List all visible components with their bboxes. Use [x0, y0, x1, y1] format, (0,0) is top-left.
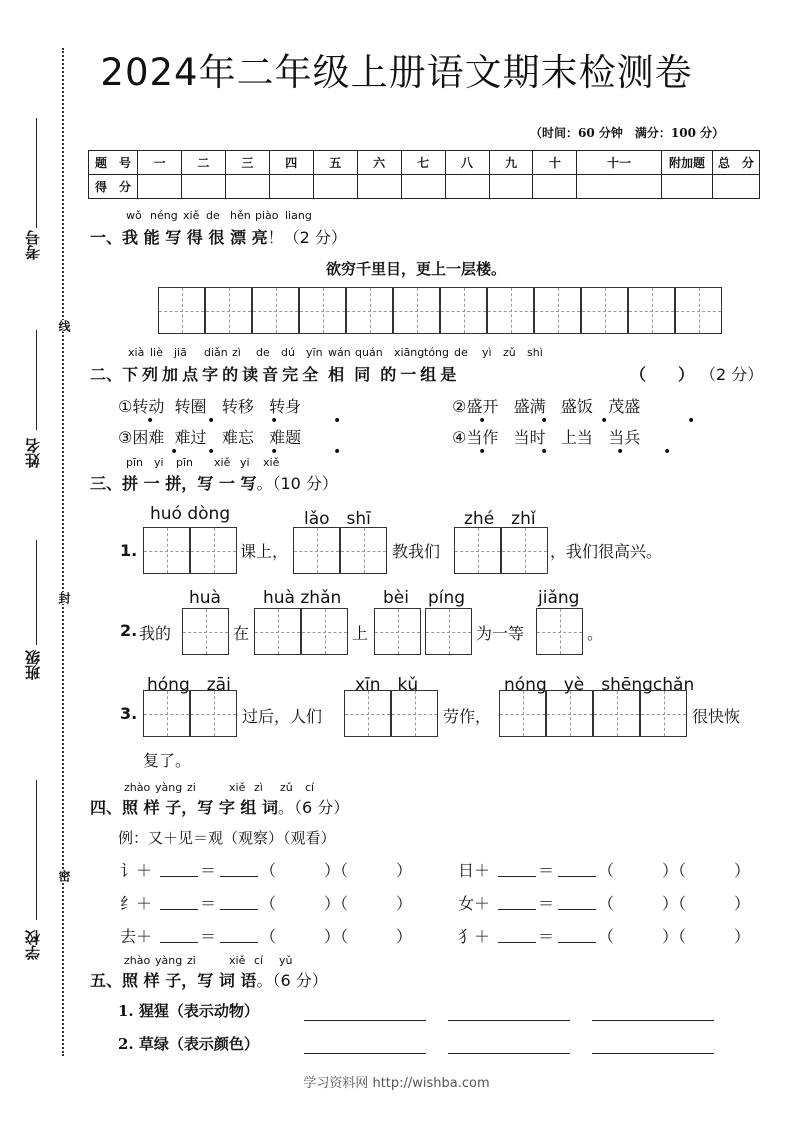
- q1-box[interactable]: [190, 527, 237, 574]
- emphasis-dot: •: [270, 444, 279, 460]
- emphasis-dot: •: [540, 444, 549, 460]
- emphasis-dot: •: [600, 413, 609, 429]
- answer-parens[interactable]: （ ）（ ）: [260, 894, 413, 913]
- q2-pinyin-4: píng: [428, 588, 466, 608]
- name-field[interactable]: [36, 330, 37, 430]
- answer-blank[interactable]: [498, 876, 536, 877]
- score-col: 总 分: [713, 151, 760, 175]
- q2-box[interactable]: [425, 608, 472, 655]
- score-col: 七: [401, 151, 445, 175]
- answer-blank[interactable]: [160, 942, 198, 943]
- pinyin: liè: [150, 346, 163, 359]
- score-cell[interactable]: [138, 175, 182, 199]
- pinyin: de: [206, 209, 220, 222]
- exam-number-label: 考号: [24, 230, 42, 260]
- q1-box[interactable]: [293, 527, 340, 574]
- char: 是: [440, 365, 457, 384]
- score-col: 三: [225, 151, 269, 175]
- section-4-heading: 四、照 样 子，写 字 组 词。（6 分）: [90, 798, 350, 817]
- equals-sign: ＝: [538, 861, 555, 880]
- q1-pinyin-3: zhé zhǐ: [464, 509, 536, 529]
- footer-watermark: 学习资料网 http://wishba.com: [303, 1076, 490, 1091]
- q3-box[interactable]: [640, 690, 687, 737]
- score-row-label: 得 分: [89, 175, 138, 199]
- pinyin: shì: [527, 346, 543, 359]
- pinyin: zhào: [124, 954, 151, 967]
- pinyin: yīn: [306, 346, 323, 359]
- q1-box[interactable]: [340, 527, 387, 574]
- score-col: 九: [489, 151, 533, 175]
- pinyin: yǔ: [279, 954, 293, 967]
- score-col: 十一: [577, 151, 662, 175]
- answer-parens[interactable]: （ ）（ ）: [260, 861, 413, 880]
- q3-pinyin-2: xīn kǔ: [355, 675, 419, 695]
- pinyin: xiě: [263, 456, 280, 469]
- binding-line: [62, 48, 64, 1056]
- section-points: （2 分）: [700, 365, 764, 384]
- section-1-heading: [90, 225, 347, 248]
- copy-sentence: 欲穷千里目，更上一层楼。: [326, 260, 507, 278]
- score-col: 六: [357, 151, 401, 175]
- answer-blank[interactable]: [498, 942, 536, 943]
- char: 相: [328, 365, 345, 384]
- writing-cell[interactable]: [158, 287, 205, 334]
- score-cell[interactable]: [577, 175, 662, 199]
- pinyin: cí: [254, 954, 264, 967]
- q2-text-5: 。: [587, 624, 604, 643]
- q2-text-4: 为一等: [476, 624, 525, 643]
- q1-pinyin-1: huó dòng: [150, 504, 231, 524]
- q2-text-2: 在: [233, 624, 250, 643]
- writing-cell[interactable]: [534, 287, 581, 334]
- score-col: 十: [533, 151, 577, 175]
- section-number: 三、: [90, 474, 123, 493]
- writing-cell[interactable]: [346, 287, 393, 334]
- char: 组: [420, 365, 437, 384]
- answer-parens[interactable]: （ ）（ ）: [598, 861, 751, 880]
- radical-item: 日＋: [458, 861, 491, 880]
- q3-box[interactable]: [546, 690, 593, 737]
- score-cell[interactable]: [713, 175, 760, 199]
- exam-meta: （时间：60 分钟 满分：100 分）: [530, 126, 725, 140]
- q3-box[interactable]: [593, 690, 640, 737]
- radical-item: 女＋: [458, 894, 491, 913]
- q1-number: 1.: [120, 541, 138, 560]
- s5-item-1: 1. 猩猩（表示动物）: [118, 1002, 259, 1020]
- score-header-row: [89, 151, 760, 175]
- q1-text-1: 课上，: [240, 542, 289, 561]
- pinyin: de: [454, 346, 468, 359]
- pinyin: tóng: [424, 346, 449, 359]
- answer-parens[interactable]: （ ）（ ）: [598, 927, 751, 946]
- emphasis-dot: •: [540, 413, 549, 429]
- seal-feng: 封: [57, 592, 71, 604]
- school-label: 学校: [24, 930, 42, 960]
- section-number: 一、: [90, 228, 123, 247]
- example: 例：又＋见＝观（观察）（观看）: [118, 829, 336, 847]
- char: 音: [262, 365, 279, 384]
- emphasis-dot: •: [207, 413, 216, 429]
- emphasis-dot: •: [146, 413, 155, 429]
- option-4[interactable]: ④当作 当时 上当 当兵: [452, 428, 641, 447]
- pinyin: yàng: [155, 781, 183, 794]
- char: 全: [302, 365, 319, 384]
- class-field[interactable]: [36, 540, 37, 645]
- answer-blank[interactable]: [220, 942, 258, 943]
- score-cell[interactable]: [357, 175, 401, 199]
- q3-text-3: 很快恢: [692, 707, 741, 726]
- char: 加: [162, 365, 179, 384]
- school-field[interactable]: [36, 780, 37, 920]
- pinyin: jiā: [174, 346, 187, 359]
- score-cell[interactable]: [662, 175, 713, 199]
- char: 得: [186, 228, 203, 247]
- pinyin: xiě: [229, 954, 246, 967]
- pinyin: zǔ: [280, 781, 293, 794]
- emphasis-dot: •: [663, 444, 672, 460]
- emphasis-dot: •: [270, 413, 279, 429]
- q2-box[interactable]: [182, 608, 229, 655]
- pinyin: hěn: [230, 209, 251, 222]
- writing-cell[interactable]: [299, 287, 346, 334]
- emphasis-dot: •: [687, 413, 696, 429]
- pinyin: pīn: [176, 456, 194, 469]
- q2-pinyin-2: huà zhǎn: [263, 588, 342, 608]
- score-col: 附加题: [662, 151, 713, 175]
- answer-paren[interactable]: （ ）: [630, 365, 695, 384]
- answer-blank[interactable]: [592, 1053, 714, 1054]
- s5-item-2: 2. 草绿（表示颜色）: [118, 1035, 259, 1053]
- score-col: 二: [181, 151, 225, 175]
- answer-blank[interactable]: [160, 876, 198, 877]
- q1-box[interactable]: [501, 527, 548, 574]
- pinyin: dú: [281, 346, 295, 359]
- page-title: 2024年二年级上册语文期末检测卷: [100, 51, 693, 94]
- score-col: 五: [313, 151, 357, 175]
- pinyin: néng: [150, 209, 178, 222]
- answer-blank[interactable]: [160, 909, 198, 910]
- answer-blank[interactable]: [592, 1020, 714, 1021]
- q3-continuation: 复了。: [143, 751, 192, 770]
- pinyin: de: [256, 346, 270, 359]
- emphasis-dot: •: [616, 444, 625, 460]
- char: 同: [354, 365, 371, 384]
- pinyin: xiāng: [394, 346, 425, 359]
- answer-blank[interactable]: [448, 1020, 570, 1021]
- pinyin: diǎn: [204, 346, 228, 359]
- pinyin: cí: [305, 781, 315, 794]
- q3-box[interactable]: [190, 690, 237, 737]
- section-number: 五、: [90, 971, 123, 990]
- q2-pinyin-5: jiǎng: [538, 588, 580, 608]
- answer-blank[interactable]: [558, 942, 596, 943]
- pinyin: yì: [482, 346, 492, 359]
- q1-text-2: 教我们: [392, 542, 441, 561]
- q2-box[interactable]: [301, 608, 348, 655]
- writing-cell[interactable]: [393, 287, 440, 334]
- equals-sign: ＝: [538, 894, 555, 913]
- score-cell[interactable]: [181, 175, 225, 199]
- q3-text-1: 过后，人们: [242, 707, 323, 726]
- q2-pinyin-1: huà: [189, 588, 221, 608]
- score-cell[interactable]: [489, 175, 533, 199]
- emphasis-dot: •: [207, 444, 216, 460]
- writing-cell[interactable]: [252, 287, 299, 334]
- writing-cell[interactable]: [487, 287, 534, 334]
- q1-box[interactable]: [143, 527, 190, 574]
- emphasis-dot: •: [478, 444, 487, 460]
- pinyin: xiě: [229, 781, 246, 794]
- char: 能: [143, 228, 160, 247]
- answer-blank[interactable]: [448, 1053, 570, 1054]
- radical-item: 犭＋: [458, 927, 491, 946]
- score-col: 一: [138, 151, 182, 175]
- option-1[interactable]: ①转动 转圈 转移 转身: [118, 397, 302, 416]
- q1-box[interactable]: [454, 527, 501, 574]
- radical-item: 纟＋: [120, 894, 153, 913]
- option-3[interactable]: ③困难 难过 难忘 难题: [118, 428, 302, 447]
- seal-xian: 线: [57, 320, 71, 332]
- emphasis-dot: •: [478, 413, 487, 429]
- pinyin: xià: [128, 346, 145, 359]
- pinyin: xiě: [183, 209, 200, 222]
- pinyin: quán: [355, 346, 383, 359]
- emphasis-dot: •: [333, 444, 342, 460]
- pinyin: yi: [154, 456, 164, 469]
- writing-cell[interactable]: [628, 287, 675, 334]
- score-value-row: [89, 175, 760, 199]
- seal-mi: 密: [57, 870, 71, 882]
- emphasis-dot: •: [333, 413, 342, 429]
- equals-sign: ＝: [200, 927, 217, 946]
- section-number: 二、: [90, 365, 123, 384]
- char: 下: [122, 365, 139, 384]
- q2-box[interactable]: [374, 608, 421, 655]
- score-col: 四: [269, 151, 313, 175]
- score-row-label: 题 号: [89, 151, 138, 175]
- radical-item: 去＋: [120, 927, 153, 946]
- exam-number-field[interactable]: [36, 118, 37, 228]
- q3-number: 3.: [120, 704, 138, 723]
- char: 字: [202, 365, 219, 384]
- q1-pinyin-2: lǎo shī: [304, 509, 371, 529]
- pinyin: yi: [240, 456, 250, 469]
- q3-box[interactable]: [143, 690, 190, 737]
- emphasis-dot: •: [170, 444, 179, 460]
- pinyin: zi: [187, 954, 196, 967]
- char: 写: [165, 228, 182, 247]
- answer-blank[interactable]: [558, 876, 596, 877]
- q2-text-3: 上: [352, 624, 369, 643]
- char: 列: [142, 365, 159, 384]
- section-points: ！（2 分）: [267, 228, 347, 247]
- q2-text-1: 我的: [139, 624, 172, 643]
- q3-pinyin-1: hóng zāi: [147, 675, 231, 695]
- section-2-chars: [122, 365, 460, 384]
- section-5-heading: 五、照 样 子，写 词 语。（6 分）: [90, 971, 328, 990]
- class-label: 班级: [24, 650, 42, 680]
- option-2[interactable]: ②盛开 盛满 盛饭 茂盛: [452, 397, 641, 416]
- score-cell[interactable]: [445, 175, 489, 199]
- pinyin: zi: [187, 781, 196, 794]
- writing-cell[interactable]: [675, 287, 722, 334]
- char: 一: [400, 365, 417, 384]
- score-cell[interactable]: [225, 175, 269, 199]
- pinyin: piào: [255, 209, 279, 222]
- answer-blank[interactable]: [304, 1053, 426, 1054]
- q3-box[interactable]: [499, 690, 546, 737]
- answer-blank[interactable]: [220, 909, 258, 910]
- pinyin: liang: [285, 209, 312, 222]
- q3-box[interactable]: [391, 690, 438, 737]
- pinyin: pīn: [126, 456, 144, 469]
- equals-sign: ＝: [200, 894, 217, 913]
- writing-cell[interactable]: [581, 287, 628, 334]
- answer-parens[interactable]: （ ）（ ）: [598, 894, 751, 913]
- q3-box[interactable]: [344, 690, 391, 737]
- pinyin: zǔ: [503, 346, 516, 359]
- pinyin: xiě: [214, 456, 231, 469]
- score-cell[interactable]: [313, 175, 357, 199]
- answer-blank[interactable]: [220, 876, 258, 877]
- char: 读: [242, 365, 259, 384]
- q2-box[interactable]: [536, 608, 583, 655]
- radical-item: 讠＋: [120, 861, 153, 880]
- char: 漂: [229, 228, 246, 247]
- equals-sign: ＝: [538, 927, 555, 946]
- char: 的: [380, 365, 397, 384]
- name-label: 姓名: [24, 438, 42, 468]
- q2-box[interactable]: [254, 608, 301, 655]
- char: 完: [282, 365, 299, 384]
- pinyin: yàng: [155, 954, 183, 967]
- char: 我: [122, 228, 139, 247]
- answer-blank[interactable]: [558, 909, 596, 910]
- pinyin: zhào: [124, 781, 151, 794]
- score-cell[interactable]: [401, 175, 445, 199]
- q1-text-3: ，我们很高兴。: [550, 542, 663, 561]
- section-2-heading: [90, 362, 460, 385]
- pinyin: wǒ: [126, 209, 142, 222]
- score-col: 八: [445, 151, 489, 175]
- section-points: 。（10 分）: [256, 474, 338, 493]
- char: 亮: [251, 228, 268, 247]
- char: 很: [208, 228, 225, 247]
- score-cell[interactable]: [533, 175, 577, 199]
- pinyin: wán: [328, 346, 351, 359]
- score-cell[interactable]: [269, 175, 313, 199]
- section-3-heading: 三、拼 一 拼，写 一 写。（10 分）: [90, 474, 338, 493]
- answer-parens[interactable]: （ ）（ ）: [260, 927, 413, 946]
- q3-pinyin-3: nóng yè shēngchǎn: [504, 675, 695, 695]
- writing-cell[interactable]: [205, 287, 252, 334]
- section-points: 。（6 分）: [256, 971, 328, 990]
- section-number: 四、: [90, 798, 123, 817]
- section-points: 。（6 分）: [278, 798, 350, 817]
- answer-blank[interactable]: [304, 1020, 426, 1021]
- score-table: [88, 150, 760, 199]
- equals-sign: ＝: [200, 861, 217, 880]
- q2-pinyin-3: bèi: [383, 588, 409, 608]
- q3-text-2: 劳作，: [443, 707, 492, 726]
- pinyin: zì: [254, 781, 263, 794]
- pinyin: zì: [232, 346, 241, 359]
- q2-number: 2.: [120, 621, 138, 640]
- answer-blank[interactable]: [498, 909, 536, 910]
- char: 的: [222, 365, 239, 384]
- writing-cell[interactable]: [440, 287, 487, 334]
- char: 点: [182, 365, 199, 384]
